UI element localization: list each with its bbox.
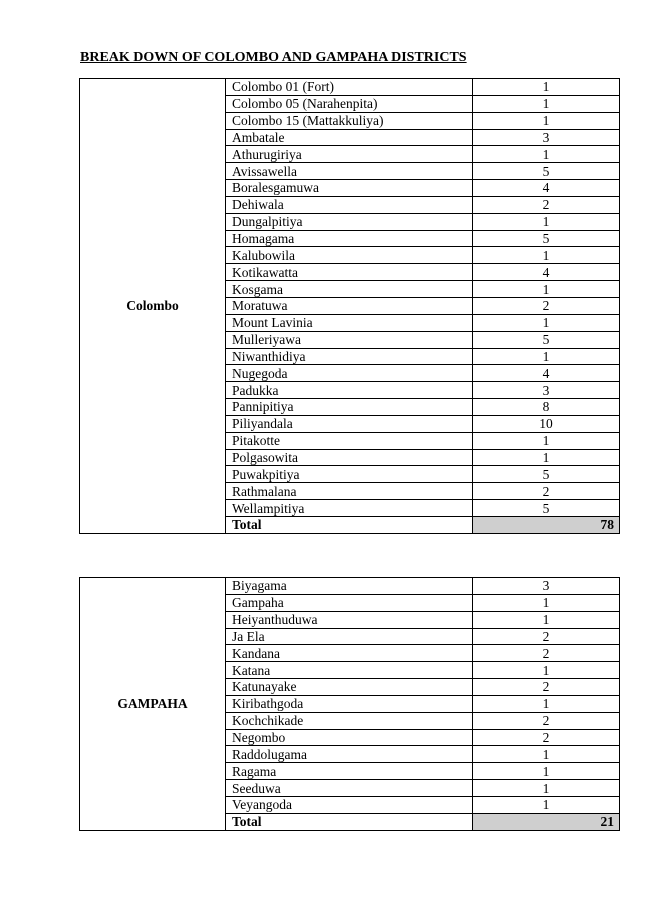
count-cell: 2 [473,729,620,746]
count-cell: 4 [473,264,620,281]
count-cell: 1 [473,281,620,298]
count-cell: 4 [473,180,620,197]
total-label-cell: Total [226,516,473,533]
location-cell: Puwakpitiya [226,466,473,483]
location-cell: Pannipitiya [226,399,473,416]
location-cell: Katana [226,662,473,679]
location-cell: Kosgama [226,281,473,298]
count-cell: 1 [473,796,620,813]
count-cell: 4 [473,365,620,382]
count-cell: 2 [473,483,620,500]
location-cell: Seeduwa [226,780,473,797]
count-cell: 2 [473,297,620,314]
location-cell: Kalubowila [226,247,473,264]
location-cell: Boralesgamuwa [226,180,473,197]
count-cell: 1 [473,780,620,797]
count-cell: 1 [473,112,620,129]
location-cell: Homagama [226,230,473,247]
colombo-district-table [79,78,620,534]
count-cell: 3 [473,129,620,146]
count-cell: 1 [473,746,620,763]
location-cell: Wellampitiya [226,500,473,517]
page-title: BREAK DOWN OF COLOMBO AND GAMPAHA DISTRICTS [80,50,467,65]
location-cell: Colombo 01 (Fort) [226,79,473,96]
location-cell: Piliyandala [226,415,473,432]
location-cell: Nugegoda [226,365,473,382]
count-cell: 3 [473,578,620,595]
count-cell: 10 [473,415,620,432]
gampaha-district-table [79,577,620,831]
count-cell: 1 [473,594,620,611]
gampaha-table-body [80,578,620,831]
count-cell: 1 [473,611,620,628]
count-cell: 1 [473,146,620,163]
count-cell: 5 [473,466,620,483]
location-cell: Mulleriyawa [226,331,473,348]
count-cell: 5 [473,331,620,348]
count-cell: 1 [473,79,620,96]
location-cell: Dehiwala [226,196,473,213]
count-cell: 1 [473,348,620,365]
table-row [80,79,620,96]
district-name-cell: Colombo [80,79,226,534]
count-cell: 1 [473,314,620,331]
location-cell: Raddolugama [226,746,473,763]
location-cell: Katunayake [226,679,473,696]
count-cell: 5 [473,163,620,180]
location-cell: Niwanthidiya [226,348,473,365]
count-cell: 3 [473,382,620,399]
count-cell: 2 [473,712,620,729]
count-cell: 1 [473,95,620,112]
count-cell: 2 [473,628,620,645]
count-cell: 1 [473,213,620,230]
location-cell: Ragama [226,763,473,780]
total-label-cell: Total [226,813,473,830]
count-cell: 5 [473,500,620,517]
count-cell: 2 [473,645,620,662]
count-cell: 5 [473,230,620,247]
location-cell: Biyagama [226,578,473,595]
district-name-cell: GAMPAHA [80,578,226,831]
location-cell: Pitakotte [226,432,473,449]
count-cell: 2 [473,679,620,696]
location-cell: Kiribathgoda [226,695,473,712]
location-cell: Ja Ela [226,628,473,645]
total-value-cell: 78 [473,516,620,533]
location-cell: Veyangoda [226,796,473,813]
count-cell: 1 [473,763,620,780]
location-cell: Avissawella [226,163,473,180]
location-cell: Mount Lavinia [226,314,473,331]
count-cell: 1 [473,662,620,679]
location-cell: Kochchikade [226,712,473,729]
count-cell: 1 [473,432,620,449]
location-cell: Kandana [226,645,473,662]
location-cell: Moratuwa [226,297,473,314]
location-cell: Dungalpitiya [226,213,473,230]
location-cell: Polgasowita [226,449,473,466]
count-cell: 1 [473,695,620,712]
location-cell: Ambatale [226,129,473,146]
location-cell: Negombo [226,729,473,746]
location-cell: Athurugiriya [226,146,473,163]
count-cell: 2 [473,196,620,213]
location-cell: Padukka [226,382,473,399]
count-cell: 8 [473,399,620,416]
location-cell: Colombo 15 (Mattakkuliya) [226,112,473,129]
colombo-table-body [80,79,620,534]
location-cell: Rathmalana [226,483,473,500]
location-cell: Colombo 05 (Narahenpita) [226,95,473,112]
total-value-cell: 21 [473,813,620,830]
location-cell: Heiyanthuduwa [226,611,473,628]
table-row [80,578,620,595]
location-cell: Kotikawatta [226,264,473,281]
count-cell: 1 [473,449,620,466]
count-cell: 1 [473,247,620,264]
location-cell: Gampaha [226,594,473,611]
